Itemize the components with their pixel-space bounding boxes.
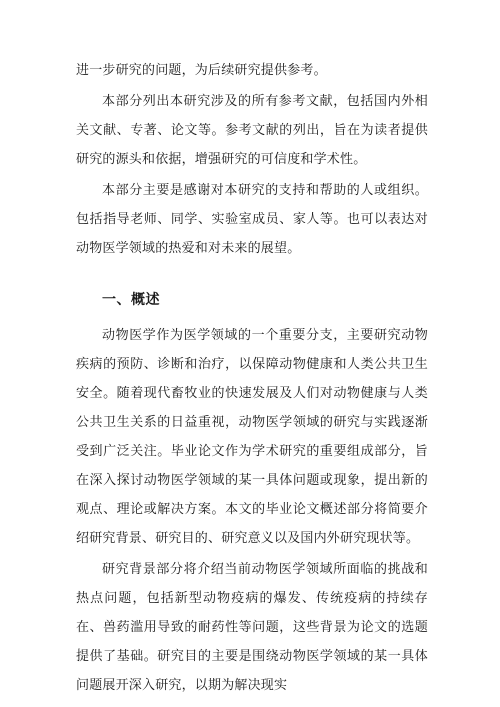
paragraph-continued: 进一步研究的问题，为后续研究提供参考。 (76, 63, 327, 78)
section-heading-overview: 一、概述 (102, 292, 160, 308)
paragraph-references: 本部分列出本研究涉及的所有参考文献，包括国内外相关文献、专著、论文等。参考文献的列出，旨在为读者提供研究的源头和依据，增强研究的可信度和学术性。 (76, 94, 428, 167)
paragraph-overview-2: 研究背景部分将介绍当前动物医学领域所面临的挑战和热点问题，包括新型动物疫病的爆发、传统疫病的持续存在、兽药滥用导致的耐药性等问题，这些背景为论文的选题提供了基础。研究目的主要是围绕动物医学领域的某一具体问题展开深入研究，以期为解决现实 (76, 562, 428, 693)
paragraph-acknowledgements: 本部分主要是感谢对本研究的支持和帮助的人或组织。包括指导老师、同学、实验室成员、家人等。也可以表达对动物医学领域的热爱和对未来的展望。 (76, 183, 428, 256)
paragraph-overview-1: 动物医学作为医学领域的一个重要分支，主要研究动物疾病的预防、诊断和治疗，以保障动物健康和人类公共卫生安全。随着现代畜牧业的快速发展及人们对动物健康与人类公共卫生关系的日益重视，动物医学领域的研究与实践逐渐受到广泛关注。毕业论文作为学术研究的重要组成部分，旨在深入探讨动物医学领域的某一具体问题或现象，提出新的观点、理论或解决方案。本文的毕业论文概述部分将简要介绍研究背景、研究目的、研究意义以及国内外研究现状等。 (76, 328, 428, 546)
